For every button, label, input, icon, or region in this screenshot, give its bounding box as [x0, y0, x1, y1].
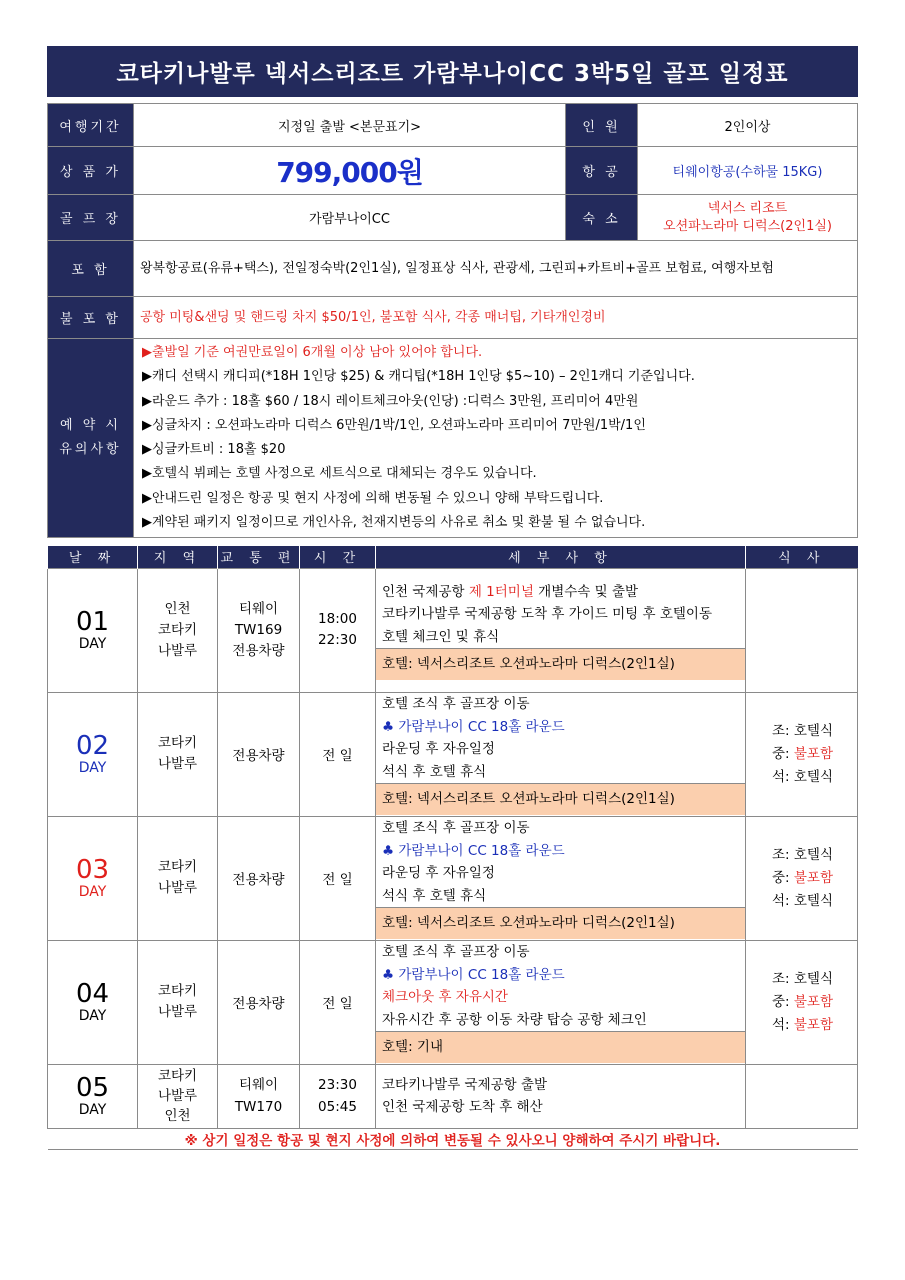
day-word: DAY	[78, 1102, 107, 1118]
period-label: 여행기간	[48, 104, 134, 147]
detail-line: 라운딩 후 자유일정	[382, 741, 495, 758]
day-row	[48, 692, 858, 816]
transport-line: 티웨이	[238, 600, 279, 617]
dinner-value: 호텔식	[793, 768, 834, 785]
breakfast-value: 호텔식	[793, 846, 834, 863]
region-line: 코타키	[157, 859, 198, 875]
breakfast-value: 호텔식	[793, 722, 834, 739]
transport-cell: 전용차량	[218, 692, 300, 816]
page-title: 코타키나발루 넥서스리조트 가람부나이CC 3박5일 골프 일정표	[47, 46, 858, 97]
golf-round-line: ♣ 가람부나이 CC 18홀 라운드	[382, 966, 565, 983]
day-number: 04	[75, 979, 110, 1009]
meal-cell: 조: 호텔식 중: 불포함 석: 불포함	[746, 940, 858, 1064]
detail-line: 석식 후 호텔 휴식	[382, 763, 487, 780]
transport-cell: 전용차량	[218, 816, 300, 940]
golf-course-value: 가람부나이CC	[134, 195, 566, 241]
detail-line: 호텔 체크인 및 휴식	[382, 628, 500, 645]
time-cell: 전 일	[300, 816, 376, 940]
accommodation-label: 숙 소	[566, 195, 638, 241]
notes-label-line2: 유의사항	[59, 442, 122, 458]
time-cell: 전 일	[300, 940, 376, 1064]
day-word: DAY	[78, 884, 107, 900]
note-item: ▶캐디 선택시 캐디피(*18H 1인당 $25) & 캐디팁(*18H 1인당 $5~10) – 2인1캐디 기준입니다.	[142, 369, 695, 385]
day-row	[48, 940, 858, 1064]
note-item: ▶출발일 기준 여권만료일이 6개월 이상 남아 있어야 합니다.	[142, 345, 483, 360]
header-details: 세 부 사 항	[376, 546, 746, 568]
day-word: DAY	[78, 636, 107, 652]
dinner-value: 호텔식	[793, 892, 834, 909]
time-line: 05:45	[318, 1099, 357, 1115]
day-row	[48, 816, 858, 940]
lunch-value: 불포함	[793, 869, 834, 886]
schedule-table	[47, 546, 858, 1150]
breakfast-value: 호텔식	[793, 970, 834, 987]
detail-line: 호텔 조식 후 골프장 이동	[382, 820, 530, 837]
hotel-line: 호텔: 넥서스리조트 오션파노라마 디럭스(2인1실)	[376, 907, 745, 939]
golf-round-line: ♣ 가람부나이 CC 18홀 라운드	[382, 718, 565, 735]
detail-line: 호텔 조식 후 골프장 이동	[382, 696, 530, 713]
detail-line: 코타키나발루 국제공항 도착 후 가이드 미팅 후 호텔이동	[382, 606, 712, 622]
airline-label: 항 공	[566, 147, 638, 195]
transport-line: TW170	[234, 1099, 283, 1115]
lunch-value: 불포함	[793, 993, 834, 1010]
dinner-value: 불포함	[793, 1016, 834, 1033]
day-number: 02	[75, 731, 110, 761]
meal-cell: 조: 호텔식 중: 불포함 석: 호텔식	[746, 692, 858, 816]
note-item: ▶싱글카트비 : 18홀 $20	[142, 442, 286, 458]
trip-info-table	[47, 103, 858, 538]
header-transport: 교 통 편	[218, 546, 300, 568]
people-label: 인 원	[566, 104, 638, 147]
golf-course-label: 골 프 장	[48, 195, 134, 241]
header-region: 지 역	[138, 546, 218, 568]
accommodation-room: 오션파노라마 디럭스(2인1실)	[663, 218, 832, 234]
notes-label-line1: 예 약 시	[60, 418, 121, 434]
day-row	[48, 568, 858, 692]
day-word: DAY	[78, 1008, 107, 1024]
airline-value: 티웨이항공(수하물 15KG)	[638, 147, 858, 195]
time-line: 22:30	[318, 632, 357, 648]
day-number: 01	[75, 607, 110, 637]
hotel-line: 호텔: 넥서스리조트 오션파노라마 디럭스(2인1실)	[376, 648, 745, 680]
region-line: 코타키	[157, 735, 198, 751]
header-time: 시 간	[300, 546, 376, 568]
day-number: 03	[75, 855, 110, 885]
region-line: 나발루	[157, 1088, 198, 1104]
price-label: 상 품 가	[48, 147, 134, 195]
transport-cell: 전용차량	[218, 940, 300, 1064]
transport-line: 티웨이	[238, 1077, 279, 1093]
region-line: 코타키	[157, 621, 198, 638]
header-meals: 식 사	[746, 546, 858, 568]
region-line: 코타키	[157, 1068, 198, 1084]
note-item: ▶계약된 패키지 일정이므로 개인사유, 천재지변등의 사유로 취소 및 환불 될 수 없습니다.	[142, 515, 646, 531]
note-item: ▶안내드린 일정은 항공 및 현지 사정에 의해 변동될 수 있으니 양해 부탁드립니다.	[142, 490, 604, 506]
day-row	[48, 1064, 858, 1128]
transport-line: 전용차량	[232, 642, 285, 659]
detail-line: 코타키나발루 국제공항 출발	[382, 1076, 548, 1093]
time-cell: 전 일	[300, 692, 376, 816]
region-line: 나발루	[157, 642, 198, 659]
region-line: 나발루	[157, 756, 198, 772]
detail-line: 라운딩 후 자유일정	[382, 865, 495, 882]
accommodation-name: 넥서스 리조트	[707, 200, 788, 216]
note-item: ▶호텔식 뷔페는 호텔 사정으로 세트식으로 대체되는 경우도 있습니다.	[142, 466, 537, 482]
header-date: 날 짜	[48, 546, 138, 568]
time-line: 23:30	[318, 1077, 357, 1093]
booking-notes	[134, 339, 858, 538]
time-line: 18:00	[318, 611, 357, 627]
price-value: 799,000원	[276, 155, 423, 189]
region-line: 나발루	[157, 1004, 198, 1020]
checkout-line: 체크아웃 후 자유시간	[382, 989, 508, 1006]
excluded-value: 공항 미팅&샌딩 및 핸드링 차지 $50/1인, 불포함 식사, 각종 매너팁, 기타개인경비	[134, 297, 858, 339]
included-value: 왕복항공료(유류+택스), 전일정숙박(2인1실), 일정표상 식사, 관광세, 그린피+카트비+골프 보험료, 여행자보험	[134, 241, 858, 297]
hotel-line: 호텔: 기내	[376, 1031, 745, 1063]
region-line: 인천	[164, 600, 191, 617]
detail-line: 자유시간 후 공항 이동 차량 탑승 공항 체크인	[382, 1011, 647, 1028]
region-line: 나발루	[157, 880, 198, 896]
included-label: 포 함	[48, 241, 134, 297]
note-item: ▶라운드 추가 : 18홀 $60 / 18시 레이트체크아웃(인당) :디럭스 3만원, 프리미어 4만원	[142, 393, 639, 409]
detail-line: 호텔 조식 후 골프장 이동	[382, 944, 530, 961]
terminal-highlight: 제 1터미널	[468, 583, 534, 600]
region-line: 코타키	[157, 983, 198, 999]
day-word: DAY	[78, 760, 107, 776]
day-number: 05	[75, 1073, 110, 1103]
people-value: 2인이상	[638, 104, 858, 147]
detail-line: 석식 후 호텔 휴식	[382, 887, 487, 904]
golf-round-line: ♣ 가람부나이 CC 18홀 라운드	[382, 842, 565, 859]
lunch-value: 불포함	[793, 745, 834, 762]
schedule-footnote: ※ 상기 일정은 항공 및 현지 사정에 의하여 변동될 수 있사오니 양해하여 주시기 바랍니다.	[48, 1128, 858, 1149]
region-line: 인천	[164, 1108, 191, 1124]
transport-line: TW169	[234, 621, 283, 638]
meal-cell: 조: 호텔식 중: 불포함 석: 호텔식	[746, 816, 858, 940]
excluded-label: 불 포 함	[48, 297, 134, 339]
meal-cell	[746, 568, 858, 692]
detail-line: 인천 국제공항 도착 후 해산	[382, 1099, 543, 1115]
period-value: 지정일 출발 <본문표기>	[134, 104, 566, 147]
detail-line: 인천 국제공항 제 1터미널 개별수속 및 출발	[382, 583, 639, 600]
note-item: ▶싱글차지 : 오션파노라마 디럭스 6만원/1박/1인, 오션파노라마 프리미어 7만원/1박/1인	[142, 417, 646, 433]
hotel-line: 호텔: 넥서스리조트 오션파노라마 디럭스(2인1실)	[376, 783, 745, 815]
meal-cell	[746, 1064, 858, 1128]
